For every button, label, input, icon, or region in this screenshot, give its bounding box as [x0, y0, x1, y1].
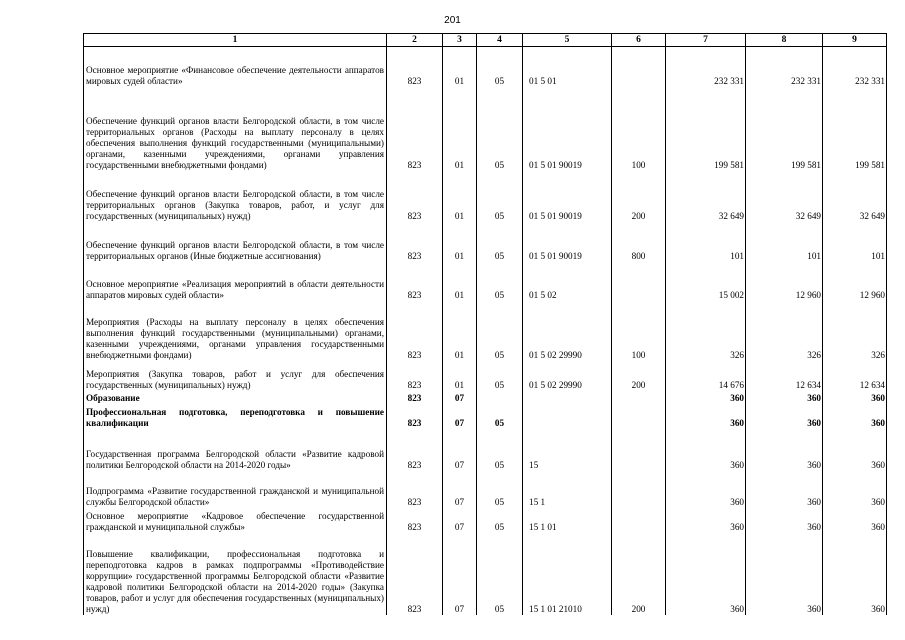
- header-cell: 5: [523, 34, 612, 47]
- amount-year-3: 101: [823, 222, 887, 262]
- amount-year-1: 360: [666, 404, 746, 429]
- amount-year-2: 326: [746, 301, 823, 361]
- row-description: Мероприятия (Закупка товаров, работ и услуг для обеспечения государственных (муниципальных) нужд): [84, 361, 387, 391]
- expense-type-code: 800: [612, 222, 666, 262]
- amount-year-1: 360: [666, 533, 746, 615]
- row-description: Основное мероприятие «Кадровое обеспечение государственной гражданской и муниципальной службы»: [84, 508, 387, 533]
- subsection-code: [477, 391, 523, 404]
- section-code: 07: [443, 429, 477, 471]
- row-description: Основное мероприятие «Реализация мероприятий в области деятельности аппаратов мировых судей области»: [84, 262, 387, 301]
- target-article-code: 01 5 02: [523, 262, 612, 301]
- table-row: [84, 508, 887, 533]
- amount-year-2: 12 634: [746, 361, 823, 391]
- amount-year-2: 360: [746, 404, 823, 429]
- target-article-code: 01 5 02 29990: [523, 361, 612, 391]
- expense-type-code: 200: [612, 171, 666, 222]
- amount-year-1: 232 331: [666, 47, 746, 87]
- section-code: 01: [443, 262, 477, 301]
- row-description: Обеспечение функций органов власти Белгородской области, в том числе территориальных органов (Расходы на выплату персоналу в целях обеспечения выполнения функций государственными (муниципальными) органами, казенными учреждениями, органами управления государственными внебюджетными фондами): [84, 87, 387, 171]
- amount-year-2: 101: [746, 222, 823, 262]
- target-article-code: [523, 404, 612, 429]
- ministry-code: 823: [387, 47, 443, 87]
- ministry-code: 823: [387, 222, 443, 262]
- expense-type-code: [612, 508, 666, 533]
- expense-type-code: [612, 262, 666, 301]
- table-row: [84, 87, 887, 171]
- section-code: 07: [443, 533, 477, 615]
- amount-year-1: 326: [666, 301, 746, 361]
- ministry-code: 823: [387, 533, 443, 615]
- header-cell: 1: [84, 34, 387, 47]
- expense-type-code: 100: [612, 87, 666, 171]
- row-description: Государственная программа Белгородской области «Развитие кадровой политики Белгородской области на 2014-2020 годы»: [84, 429, 387, 471]
- page-number: 201: [444, 15, 461, 26]
- table-row: [84, 533, 887, 615]
- row-description: Повышение квалификации, профессиональная подготовка и переподготовка кадров в рамках подпрограммы «Противодействие коррупции» государственной программы Белгородской области «Развитие кадровой политики Белгородской области на 2014-2020 годы» (Закупка товаров, работ и услуг для обеспечения государственных (муниципальных) нужд): [84, 533, 387, 615]
- amount-year-3: 232 331: [823, 47, 887, 87]
- subsection-code: 05: [477, 429, 523, 471]
- amount-year-3: 32 649: [823, 171, 887, 222]
- expense-type-code: [612, 429, 666, 471]
- target-article-code: 01 5 01 90019: [523, 87, 612, 171]
- amount-year-2: 360: [746, 391, 823, 404]
- expense-type-code: 100: [612, 301, 666, 361]
- amount-year-1: 360: [666, 429, 746, 471]
- section-code: 01: [443, 301, 477, 361]
- amount-year-3: 360: [823, 533, 887, 615]
- subsection-code: 05: [477, 404, 523, 429]
- amount-year-1: 360: [666, 391, 746, 404]
- ministry-code: 823: [387, 301, 443, 361]
- expense-type-code: 200: [612, 533, 666, 615]
- table-row: [84, 171, 887, 222]
- amount-year-3: 12 634: [823, 361, 887, 391]
- section-code: 01: [443, 361, 477, 391]
- amount-year-2: 199 581: [746, 87, 823, 171]
- budget-table: [83, 33, 887, 615]
- section-code: 07: [443, 404, 477, 429]
- target-article-code: 01 5 01: [523, 47, 612, 87]
- amount-year-2: 232 331: [746, 47, 823, 87]
- amount-year-1: 32 649: [666, 171, 746, 222]
- amount-year-3: 12 960: [823, 262, 887, 301]
- subsection-code: 05: [477, 171, 523, 222]
- section-code: 07: [443, 391, 477, 404]
- header-cell: 4: [477, 34, 523, 47]
- header-cell: 9: [823, 34, 887, 47]
- header-cell: 8: [746, 34, 823, 47]
- header-cell: 7: [666, 34, 746, 47]
- subsection-code: 05: [477, 47, 523, 87]
- row-description: Обеспечение функций органов власти Белгородской области, в том числе территориальных органов (Иные бюджетные ассигнования): [84, 222, 387, 262]
- ministry-code: 823: [387, 171, 443, 222]
- section-code: 01: [443, 47, 477, 87]
- row-description: Образование: [84, 391, 387, 404]
- subsection-code: 05: [477, 87, 523, 171]
- expense-type-code: 200: [612, 361, 666, 391]
- target-article-code: 15 1 01: [523, 508, 612, 533]
- table-row: [84, 404, 887, 429]
- amount-year-3: 360: [823, 391, 887, 404]
- target-article-code: 15: [523, 429, 612, 471]
- amount-year-3: 360: [823, 508, 887, 533]
- target-article-code: 15 1: [523, 471, 612, 508]
- ministry-code: 823: [387, 508, 443, 533]
- amount-year-1: 15 002: [666, 262, 746, 301]
- table-row: [84, 471, 887, 508]
- row-description: Обеспечение функций органов власти Белгородской области, в том числе территориальных органов (Закупка товаров, работ, и услуг для государственных (муниципальных) нужд): [84, 171, 387, 222]
- subsection-code: 05: [477, 471, 523, 508]
- ministry-code: 823: [387, 361, 443, 391]
- amount-year-2: 360: [746, 533, 823, 615]
- table-row: [84, 361, 887, 391]
- amount-year-2: 12 960: [746, 262, 823, 301]
- amount-year-1: 101: [666, 222, 746, 262]
- ministry-code: 823: [387, 429, 443, 471]
- amount-year-3: 360: [823, 404, 887, 429]
- section-code: 01: [443, 87, 477, 171]
- amount-year-1: 199 581: [666, 87, 746, 171]
- header-cell: 2: [387, 34, 443, 47]
- row-description: Подпрограмма «Развитие государственной гражданской и муниципальной службы Белгородской области»: [84, 471, 387, 508]
- ministry-code: 823: [387, 471, 443, 508]
- amount-year-1: 360: [666, 508, 746, 533]
- amount-year-1: 360: [666, 471, 746, 508]
- expense-type-code: [612, 471, 666, 508]
- target-article-code: 01 5 02 29990: [523, 301, 612, 361]
- amount-year-2: 360: [746, 508, 823, 533]
- subsection-code: 05: [477, 508, 523, 533]
- amount-year-1: 14 676: [666, 361, 746, 391]
- table-body: [84, 47, 887, 615]
- amount-year-2: 32 649: [746, 171, 823, 222]
- amount-year-3: 360: [823, 471, 887, 508]
- ministry-code: 823: [387, 262, 443, 301]
- section-code: 07: [443, 471, 477, 508]
- section-code: 01: [443, 171, 477, 222]
- row-description: Основное мероприятие «Финансовое обеспечение деятельности аппаратов мировых судей области»: [84, 47, 387, 87]
- header-cell: 6: [612, 34, 666, 47]
- expense-type-code: [612, 404, 666, 429]
- expense-type-code: [612, 47, 666, 87]
- ministry-code: 823: [387, 404, 443, 429]
- ministry-code: 823: [387, 391, 443, 404]
- table-row: [84, 301, 887, 361]
- subsection-code: 05: [477, 361, 523, 391]
- table-row: [84, 429, 887, 471]
- ministry-code: 823: [387, 87, 443, 171]
- subsection-code: 05: [477, 533, 523, 615]
- target-article-code: 01 5 01 90019: [523, 222, 612, 262]
- row-description: Профессиональная подготовка, переподготовка и повышение квалификации: [84, 404, 387, 429]
- subsection-code: 05: [477, 301, 523, 361]
- target-article-code: 15 1 01 21010: [523, 533, 612, 615]
- header-cell: 3: [443, 34, 477, 47]
- row-description: Мероприятия (Расходы на выплату персоналу в целях обеспечения выполнения функций государственными (муниципальными) органами, казенными учреждениями, органами управления государственными внебюджетными фондами): [84, 301, 387, 361]
- amount-year-3: 199 581: [823, 87, 887, 171]
- amount-year-2: 360: [746, 429, 823, 471]
- subsection-code: 05: [477, 262, 523, 301]
- amount-year-3: 326: [823, 301, 887, 361]
- target-article-code: 01 5 01 90019: [523, 171, 612, 222]
- table-row: [84, 222, 887, 262]
- table-row: [84, 47, 887, 87]
- expense-type-code: [612, 391, 666, 404]
- table-row: [84, 262, 887, 301]
- section-code: 07: [443, 508, 477, 533]
- table-row: [84, 391, 887, 404]
- subsection-code: 05: [477, 222, 523, 262]
- section-code: 01: [443, 222, 477, 262]
- target-article-code: [523, 391, 612, 404]
- table-header-row: [84, 34, 887, 47]
- amount-year-3: 360: [823, 429, 887, 471]
- amount-year-2: 360: [746, 471, 823, 508]
